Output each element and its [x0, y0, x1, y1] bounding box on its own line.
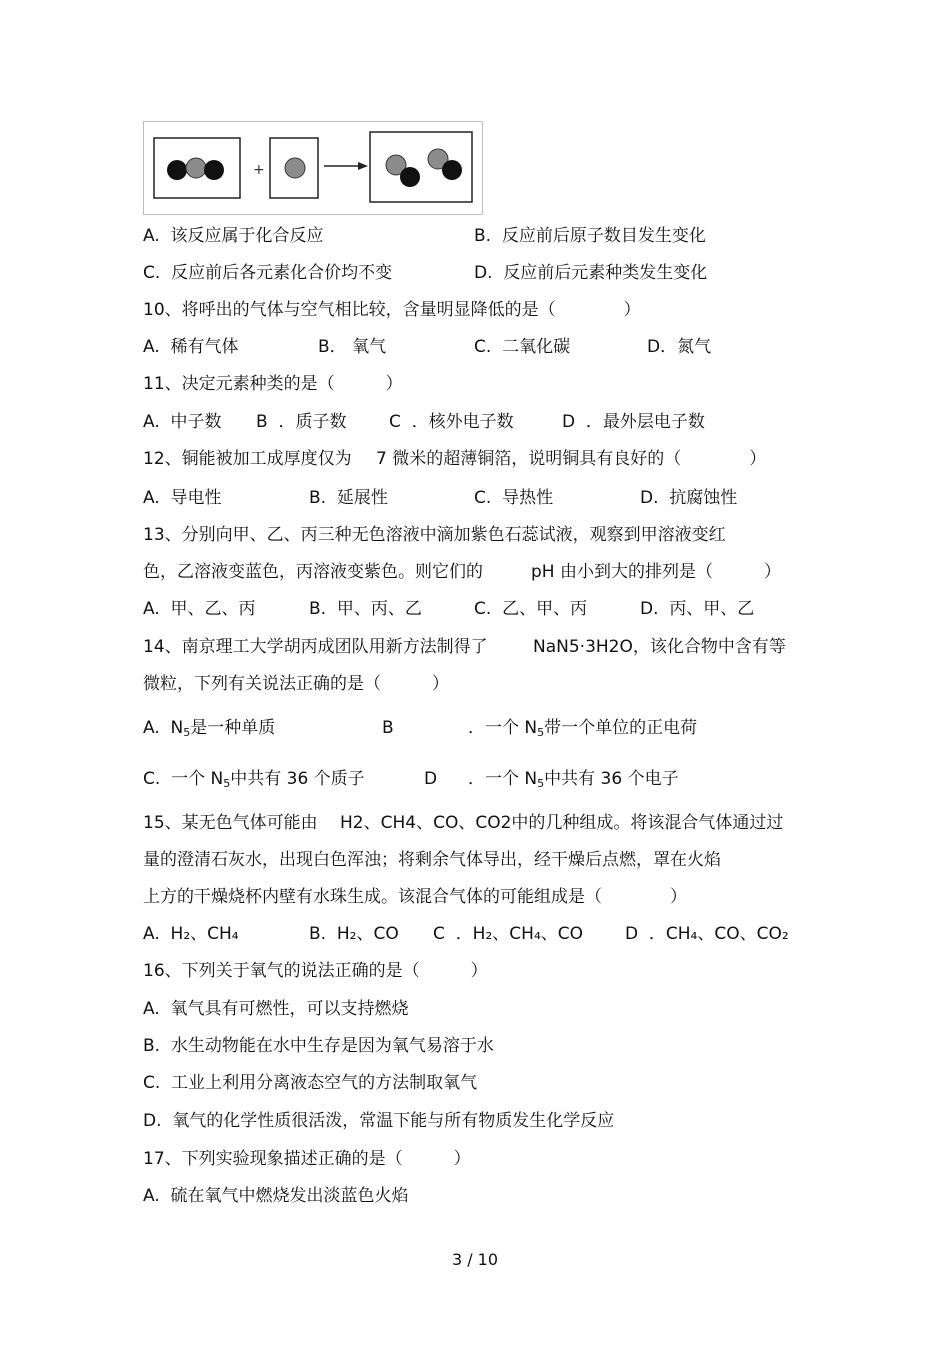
option-key: D [562, 412, 576, 432]
option-key: A. [143, 1186, 160, 1206]
formula-sub: 5 [223, 777, 231, 790]
formula-sub: 5 [537, 726, 545, 739]
option-text: 丙、甲、乙 [669, 599, 755, 619]
option-key: A. [143, 924, 160, 944]
option-key: C. [474, 488, 492, 508]
option-key: B． [318, 337, 347, 357]
option-text: 抗腐蚀性 [669, 488, 738, 508]
q14-stem-line1b: NaN5·3H2O，该化合物中含有等 [533, 637, 786, 657]
option-key: D. [474, 263, 493, 283]
q15-stem-line1a: 15、某无色气体可能由 [143, 813, 318, 833]
option-key: C. [143, 1073, 161, 1093]
q13-stem-line2a: 色，乙溶液变蓝色，丙溶液变紫色。则它们的 [143, 562, 483, 582]
option-text: 导热性 [502, 488, 554, 508]
option-key: B. [309, 599, 327, 619]
option-key: D [625, 924, 639, 944]
option-text: 反应前后原子数目发生变化 [501, 226, 706, 246]
q11-option-c [389, 411, 514, 433]
formula-sub: 5 [183, 726, 191, 739]
q9-option-a [143, 225, 324, 247]
atom-dark [204, 160, 224, 180]
q14-stem-line1a: 14、南京理工大学胡丙成团队用新方法制得了 [143, 637, 488, 657]
option-text: 导电性 [170, 488, 222, 508]
option-key: B. [309, 488, 327, 508]
option-text: ．H₂、CH₄、CO [455, 924, 584, 944]
option-text: ．核外电子数 [411, 412, 514, 432]
option-text: 中子数 [170, 412, 222, 432]
option-text: 中共有 36 个质子 [230, 769, 365, 789]
q14-option-a [143, 717, 275, 744]
q9-option-d [474, 262, 707, 284]
q10-option-d [647, 336, 711, 358]
option-text: 该反应属于化合反应 [170, 226, 324, 246]
q12-option-a [143, 487, 222, 509]
option-key: C [433, 924, 445, 944]
option-text: 氧气具有可燃性，可以支持燃烧 [170, 999, 409, 1019]
option-text: H₂、CH₄ [170, 924, 239, 944]
q11-option-a [143, 411, 222, 433]
formula-sub: 5 [537, 777, 545, 790]
option-key: D. [640, 599, 659, 619]
q13-option-d [640, 598, 754, 620]
page-number: 3 / 10 [451, 1250, 499, 1269]
option-key: A. [143, 488, 160, 508]
q14-option-c [143, 768, 365, 795]
q16-option-c [143, 1072, 477, 1094]
option-key: D． [647, 337, 678, 357]
q14-option-d [468, 768, 679, 795]
q9-option-c [143, 262, 392, 284]
q16-option-a [143, 998, 409, 1020]
q13-option-b [309, 598, 422, 620]
q10-stem: 10、将呼出的气体与空气相比较，含量明显降低的是（ ） [143, 300, 641, 320]
option-key: A. [143, 412, 160, 432]
option-key: B. [143, 1036, 161, 1056]
option-key: A. [143, 337, 160, 357]
formula-n: N [524, 718, 538, 738]
q14-option-b [468, 717, 697, 744]
option-text: 二氧化碳 [502, 337, 571, 357]
plus-sign: + [253, 162, 265, 178]
q10-option-c [474, 336, 570, 358]
option-text: 甲、乙、丙 [170, 599, 256, 619]
atom-dark [167, 160, 187, 180]
reaction-diagram-svg [144, 122, 482, 214]
atom-dark [442, 160, 462, 180]
q15-option-c [433, 923, 583, 945]
option-text: 一个 [171, 769, 206, 789]
q16-option-b [143, 1035, 494, 1057]
option-text: ．一个 [468, 718, 519, 738]
q12-stem-a: 12、铜能被加工成厚度仅为 [143, 449, 352, 469]
q14-stem-line2: 微粒，下列有关说法正确的是（ ） [143, 674, 449, 694]
formula-n: N [210, 769, 224, 789]
option-text: ．CH₄、CO、CO₂ [648, 924, 789, 944]
q12-option-d [640, 487, 737, 509]
option-key: B. [309, 924, 327, 944]
option-key: A. [143, 999, 160, 1019]
option-text: 氧气 [352, 337, 387, 357]
option-key: B [256, 412, 268, 432]
q13-stem-line1: 13、分别向甲、乙、丙三种无色溶液中滴加紫色石蕊试液，观察到甲溶液变红 [143, 525, 726, 545]
q11-option-b [256, 411, 346, 433]
q17-option-a [143, 1185, 409, 1207]
q10-option-a [143, 336, 239, 358]
option-key: A. [143, 226, 160, 246]
q13-option-a [143, 598, 256, 620]
option-text: 反应前后各元素化合价均不变 [171, 263, 393, 283]
option-key: A. [143, 599, 160, 619]
option-text: ．质子数 [278, 412, 347, 432]
option-key: C [389, 412, 401, 432]
option-text: 氧气的化学性质很活泼，常温下能与所有物质发生化学反应 [172, 1111, 615, 1131]
arrow-head-icon [358, 162, 368, 170]
formula-n: N [524, 769, 538, 789]
option-text: 硫在氧气中燃烧发出淡蓝色火焰 [170, 1186, 409, 1206]
atom-dark [400, 167, 420, 187]
option-key: C. [143, 769, 161, 789]
q13-option-c [474, 598, 587, 620]
option-text: 水生动物能在水中生存是因为氧气易溶于水 [170, 1036, 494, 1056]
option-text: 延展性 [336, 488, 388, 508]
option-text: 是一种单质 [190, 718, 276, 738]
q15-option-d [625, 923, 789, 945]
q15-stem-line2: 量的澄清石灰水，出现白色浑浊；将剩余气体导出，经干燥后点燃，罩在火焰 [143, 850, 721, 870]
option-text: H₂、CO [336, 924, 399, 944]
option-text: 氮气 [677, 337, 712, 357]
option-text: 工业上利用分离液态空气的方法制取氧气 [171, 1073, 478, 1093]
option-text: 乙、甲、丙 [502, 599, 588, 619]
option-key: D. [640, 488, 659, 508]
option-text: 带一个单位的正电荷 [544, 718, 698, 738]
option-key: A. [143, 718, 160, 738]
q14-option-d-key: D [424, 769, 438, 789]
option-text: 反应前后元素种类发生变化 [503, 263, 708, 283]
option-key: C. [143, 263, 161, 283]
q9-option-b [474, 225, 706, 247]
q17-stem: 17、下列实验现象描述正确的是（ ） [143, 1149, 471, 1169]
option-text: 中共有 36 个电子 [544, 769, 679, 789]
q10-option-b [318, 336, 386, 358]
q16-option-d [143, 1110, 614, 1132]
q14-option-b-key: B [382, 718, 394, 738]
q12-option-b [309, 487, 388, 509]
option-key: B. [474, 226, 492, 246]
option-key: C. [474, 599, 492, 619]
option-text: 甲、丙、乙 [336, 599, 422, 619]
q15-stem-line1b: H2、CH4、CO、CO2中的几种组成。将该混合气体通过过 [340, 813, 784, 833]
q11-option-d [562, 411, 705, 433]
q12-stem-b: 7 微米的超薄铜箔，说明铜具有良好的（ ） [376, 449, 767, 469]
q15-option-a [143, 923, 239, 945]
option-text: 稀有气体 [170, 337, 239, 357]
q11-stem: 11、决定元素种类的是（ ） [143, 374, 403, 394]
q12-option-c [474, 487, 553, 509]
option-text: ．最外层电子数 [585, 412, 705, 432]
formula-n: N [170, 718, 184, 738]
q15-option-b [309, 923, 399, 945]
option-key: D. [143, 1111, 162, 1131]
option-key: C. [474, 337, 492, 357]
reaction-diagram [143, 121, 483, 215]
atom-gray [285, 158, 305, 178]
q15-stem-line3: 上方的干燥烧杯内壁有水珠生成。该混合气体的可能组成是（ ） [143, 887, 687, 907]
q16-stem: 16、下列关于氧气的说法正确的是（ ） [143, 961, 488, 981]
q13-stem-line2b: pH 由小到大的排列是（ ） [531, 562, 781, 582]
option-text: ．一个 [468, 769, 519, 789]
atom-gray [186, 158, 206, 178]
